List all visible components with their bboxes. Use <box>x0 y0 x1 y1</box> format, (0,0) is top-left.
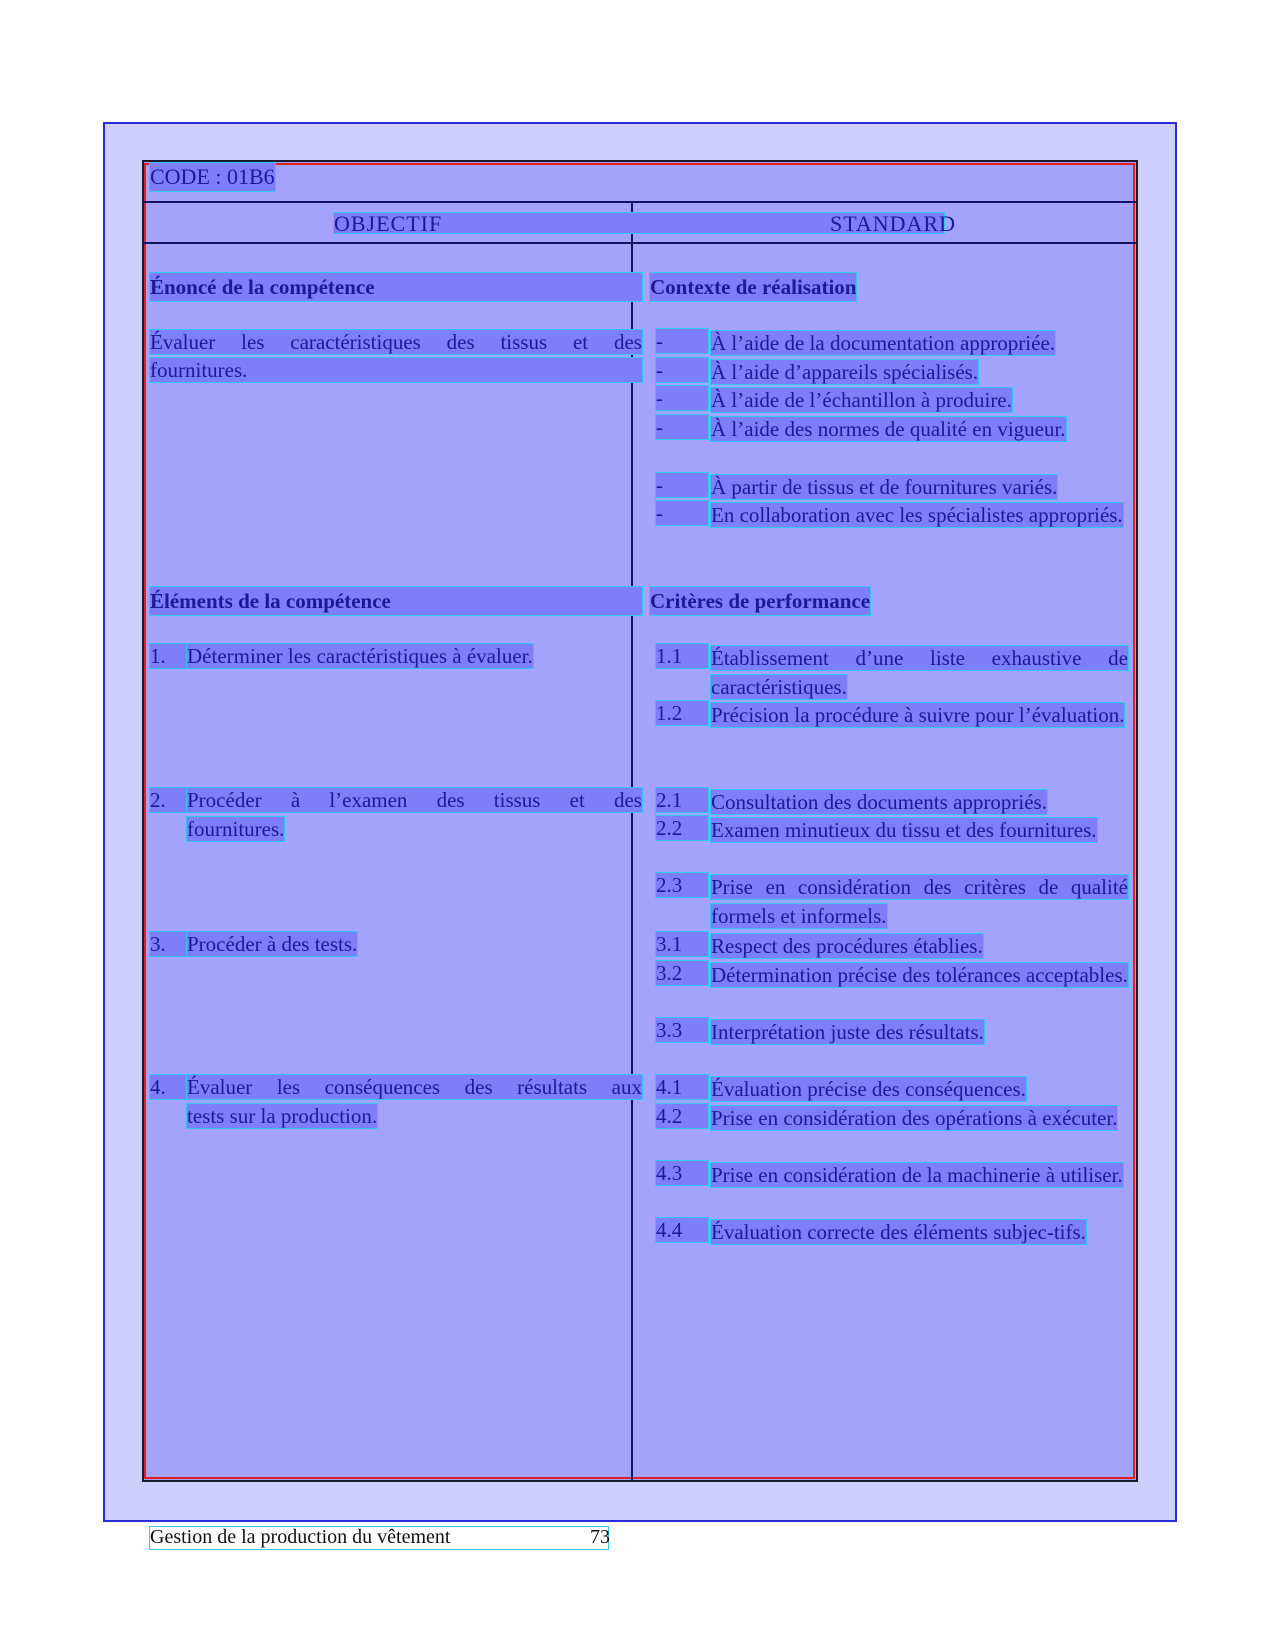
critere-number: 4.4 <box>656 1218 708 1242</box>
critere-text: Précision la procédure à suivre pour l’évaluation. <box>711 703 1125 727</box>
critere-number: 2.1 <box>656 788 708 812</box>
contexte-item <box>656 386 1128 415</box>
contexte-item <box>656 329 1128 358</box>
critere-text: Évaluation correcte des éléments subjec-tifs. <box>711 1220 1086 1244</box>
critere-text: Respect des procédures établies. <box>711 934 983 958</box>
critere-text: Détermination précise des tolérances acceptables. <box>711 963 1128 987</box>
contexte-item <box>656 415 1128 472</box>
header-divider <box>144 201 1136 203</box>
contexte-item <box>656 501 1128 558</box>
element-number: 1. <box>150 644 186 668</box>
contexte-number: - <box>656 501 708 525</box>
element-text: fournitures. <box>187 817 642 841</box>
critere-text: Consultation des documents appropriés. <box>711 790 1047 814</box>
critere-text: Interprétation juste des résultats. <box>711 1020 984 1044</box>
critere-item <box>656 701 1128 758</box>
contexte-text: À l’aide des normes de qualité en vigueur. <box>711 417 1066 441</box>
critere-item <box>656 1218 1128 1275</box>
critere-number: 1.2 <box>656 701 708 725</box>
standard-header: STANDARD <box>829 211 956 236</box>
enonce-line-1 <box>150 330 642 354</box>
contexte-number: - <box>656 386 708 410</box>
contexte-text: À l’aide d’appareils spécialisés. <box>711 360 979 384</box>
contexte-item <box>656 473 1128 502</box>
header-bottom-divider <box>144 242 1136 244</box>
critere-item <box>656 644 1128 701</box>
contexte-heading: Contexte de réalisation <box>650 275 857 299</box>
critere-number: 2.2 <box>656 816 708 840</box>
critere-item <box>656 1075 1128 1104</box>
element-text: Procéder à des tests. <box>187 932 642 956</box>
footer-title: Gestion de la production du vêtement <box>150 1526 451 1548</box>
contexte-number: - <box>656 473 708 497</box>
page-number: 73 <box>590 1526 610 1548</box>
enonce-heading: Énoncé de la compétence <box>150 273 642 301</box>
contexte-text: À l’aide de l’échantillon à produire. <box>711 388 1012 412</box>
critere-item <box>656 1161 1128 1218</box>
critere-number: 2.3 <box>656 873 708 897</box>
critere-number: 4.2 <box>656 1104 708 1128</box>
critere-item <box>656 1104 1128 1161</box>
contexte-number: - <box>656 329 708 353</box>
critere-number: 4.1 <box>656 1075 708 1099</box>
contexte-number: - <box>656 358 708 382</box>
critere-text: Prise en considération des opérations à exécuter. <box>711 1106 1118 1130</box>
critere-item <box>656 788 1128 817</box>
critere-text: Prise en considération de la machinerie à utiliser. <box>711 1163 1123 1187</box>
critere-item <box>656 816 1128 873</box>
code-label: CODE : 01B6 <box>150 164 275 189</box>
critere-text: Évaluation précise des conséquences. <box>711 1077 1026 1101</box>
column-divider <box>631 202 633 1480</box>
critere-item <box>656 1018 1128 1047</box>
contexte-item <box>656 358 1128 387</box>
element-text: tests sur la production. <box>187 1104 642 1128</box>
critere-number: 3.1 <box>656 932 708 956</box>
critere-number: 3.2 <box>656 961 708 985</box>
critere-text: Établissement d’une liste exhaustive de caractéristiques. <box>711 646 1128 699</box>
critere-text: Examen minutieux du tissu et des fournitures. <box>711 818 1097 842</box>
criteres-heading: Critères de performance <box>650 589 871 613</box>
critere-number: 4.3 <box>656 1161 708 1185</box>
critere-number: 3.3 <box>656 1018 708 1042</box>
elements-heading: Éléments de la compétence <box>150 587 642 615</box>
critere-item <box>656 961 1128 1018</box>
element-number: 3. <box>150 932 186 956</box>
contexte-number: - <box>656 415 708 439</box>
enonce-text-1: Évaluer les caractéristiques des tissus et des <box>150 330 642 354</box>
contexte-text: En collaboration avec les spécialistes appropriés. <box>711 503 1123 527</box>
contexte-text: À partir de tissus et de fournitures variés. <box>711 475 1058 499</box>
critere-text: Prise en considération des critères de qualité formels et informels. <box>711 875 1128 928</box>
critere-item <box>656 932 1128 961</box>
objectif-header: OBJECTIF <box>334 211 443 236</box>
element-number: 4. <box>150 1075 186 1099</box>
element-text: Procéder à l’examen des tissus et des <box>187 788 642 812</box>
critere-number: 1.1 <box>656 644 708 668</box>
element-number: 2. <box>150 788 186 812</box>
critere-item <box>656 873 1128 930</box>
contexte-text: À l’aide de la documentation appropriée. <box>711 331 1056 355</box>
element-text: Déterminer les caractéristiques à évaluer. <box>187 644 642 668</box>
element-text: Évaluer les conséquences des résultats aux <box>187 1075 642 1099</box>
enonce-line-2: fournitures. <box>150 358 642 382</box>
